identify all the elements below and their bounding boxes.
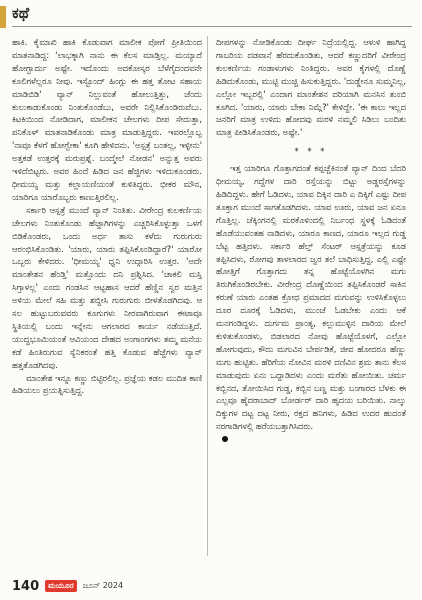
paragraph: ಹಾಕಿ. ಕೈಮಾಖಿ ಹಾಕಿ ಕೊಡುವಾಗ ಮಾಲೀಕ ಪೋಗೆ ಪ್ರೀತಿಯಿಂದ ಮಾತನಾಡಿದ್ದ: 'ಲಾಭಕ್ಕಾಗಿ ನಾನು ಈ ಕೆಲಸ ಮಾಡ್ತಿಲ್ಲ. ಮಯ್ಯಾದೆ ಹೋಗ್ಬಾರ್ದು ಅಷ್ಟೇ. ಇದೊಂದು ಅದಕೋಸ್ಕರ ಬೆಳೆಗೈದಂದವನೇ ಕೂಲಿಗಳೆಲ್ಲರೂ ನೀವು. ಇಸ್ಟೊಂದ್ ಹಿಂಗ್ಗು ಈ ಹತ್ತ ತೋಟ ಸಹಾಯ ಮಾಡಿಬಿಡಿ' ವ್ಯಾನ್ ನಿಲ್ಲುವಂತೆ ಹೋಲುತ್ತಿತ್ತು, ಚೆಂದು ಕುಲುಕಾಡುಕೊಂಡು ನಿಂತುಕೊಂಡೆಬು, ಅವರೇ ನಿಲ್ಲಿಸಿಕೊಂಡಿರುವೆಬು. ಕಿಟಕಿಯಿಂದ ನೋಡಿದಾಗ, ಮಾಲೀಕನ ಚೇಲಗಳು ದೀಪ ಸೇದುತ್ತಾ, ಪನಿಕೊಳ್ ಮಾತನಾಡಿಕೊಂಡು ಮಾತ್ರ ಮಾಡುತ್ತಿದ್ದರು. ಇವರಲ್ಲೊಬ್ಬ 'ನಾವೂ ಕೆಳಗೆ ಹೋಗ್ಬೇಕಾ' ಕೂಗಿ ಹೇಳಿದನು. 'ಅಸ್ಪತ್ರೆ ಬಂತಲ್ಲ, ಇಳ್ಳೀನು' ಅತ್ತಕಡೆ ಉತ್ತರಕ್ಕೆ ಮರುಪ್ರಶ್ನೆ. ಬಂದ್ಮೇಲೆ ನೋಡನ' ಅನ್ನುತ್ತ ಅವರು ಇಳಿದೆಬಿಟ್ಟರು. ಅವರ ಹಿಂದೆ ಹಿಡಿದ ಜನ ಹೆಜ್ಜಿಗಳು ಇಳಿದುಕೂಂಡರು. ಧೀಮಯ್ಯ ಮತ್ತು ಕಲ್ಲಾಯಣಿಯಂತೆ ಕುಳಿತಿದ್ದರು. ಭೀಕರ ಮೌನ, ಯಾರಿಗೂ ಯಾರೊಬ್ಬರು ಕಾಣುತ್ತಿರಲಿಲ್ಲ.: [12, 37, 202, 202]
page-number: 140: [12, 578, 40, 594]
magazine-logo: ಮಯೂರ: [45, 580, 77, 592]
column-divider: [207, 36, 208, 556]
section-title: ಕಥೆ: [12, 4, 30, 22]
article-column-left: [12, 36, 202, 536]
section-accent-bar: [0, 6, 6, 28]
page-header: [0, 0, 422, 30]
issue-date: ಜೂನ್ 2024: [82, 581, 124, 590]
header-rule: [12, 26, 412, 27]
end-of-article-dot-icon: [222, 436, 228, 442]
paragraph: ಸರ್ಕಾರಿ ಆಸ್ಪತ್ರೆ ಮುಂದೆ ವ್ಯಾನ್ ನಿಂತಿತು. ವೀರೇಂದ್ರ ಕುಲಕರ್ಣಿಯ ಚೇಲಗಳು ನಿಂತುಕೊಂಡು ಹೆಜ್ಜಾಗಿಗಳನ್ನು ಎಚ್ಚರಿಸಿಕೊಳ್ಳುತ್ತಾ ಒಳಗೆ ಬಿಡಿಕೊಂಡರು, ಒಂದು ಅರ್ಧ ತಾಸು ಕಳೆದು ಗುರುಗುರು ಆರಂಭಿಸಿಕೊಂಡಿತು. 'ಯಾರು, ಯಾರು ತಪ್ಪಿಸಿಕೊಂಡಿದ್ದಾರೆ?' ಯಾರೋ ಒಬ್ಬರು ಕೇಳಿದರು. 'ಧೀಮಯ್ಯ' ಧ್ವನಿ ಉದ್ಗಾರಿಸಿ ಉತ್ತರ. 'ಅದೇ ಮಾಂತೇಶನ ಹೆಂಡ್ತಿ' ಮತ್ತೊಂದು ದನಿ ಪ್ರಶ್ನಿಸಿದ. 'ಚಾಕಲಿ ಮಸ್ತಿ ಸಿಗ್ತಾಳಲ್ಲ' ಎಂದು ಗಂಡಸಿನ ಆಟ್ಟಹಾಸ ಆದರೆ ಹೆಣ್ಣಿನ ಸ್ವರ ಮತ್ತಿನ ಅಳಿಯ ಮೇಲೆ ಸಹಿ ಮತ್ತು ಶಬ್ದೀಸಿ ಗುರುಗುರು ಬೀಳತೊಡಗಿದವು. ಆ ಸಲ ಹುಟ್ಟುಬರುವವರು ಕೂಗುಗಳು ನೀರವಾಗಿರುವಾಗ ಈಟಾವೂ ಸ್ಥಿತಿಯಲ್ಲಿ ಬಂದು ಇನ್ನೇನು ಆಗಲಾರದ ಕಾರ್ಯ ನಡೆಯುತ್ತಿದೆ. ಯುದ್ಧಭೂಮಿಯಂತೆ ಆವಿಯಂದ ದೇಹದ ಅಂಗಾಂಗಗಳು ತಮ್ಮ ಮನೆಯ ಕಡೆ ಹಿಂತಿರುಗುವ ಸ್ಯೆನಿಕರಂತೆ ಹತ್ತಿ ಕೊಡುವ ಹೆಜ್ಜೆಗಳು ವ್ಯಾನ್ ಹತ್ತತೊಡಗಿದವು.: [12, 204, 202, 370]
paragraph: ಮಾಂತೇಶ ಇನ್ನೂ ಕಣ್ಣು ಬಿಟ್ಟಿರಲಿಲ್ಲ. ಪ್ರಜ್ಞೆಯ ಕಡಲ ಮುದಿತ ಕಾಣಿ ಹಿಡಿಯಲು ಪ್ರಯತ್ನಿಸುತ್ತಿದ್ದ.: [12, 372, 202, 396]
paragraph: ಇತ್ತ ಯಾರಿಗೂ ಗೊತ್ತಾಗದಂತೆ ಕಪ್ಪಚ್ಚೆಕಿನಂತೆ ವ್ಯಾನ್ ದಿಂದ ಬೆದರಿ ಧೀಮಯ್ಯ, ಗದ್ದೆಗಳ ದಾರಿ ರಸ್ತೆಯನ್ನು ಬಿಟ್ಟು ಅಡ್ಡರಸ್ತೆಗಳನ್ನು ಹಿಡಿದಿದ್ದಳು. ಹೇಗೆ ಓಡಿದಳು, ಯಾವ ದಿಕ್ಕಿನ ದಾರಿ ಎ ದಿಕ್ಕಿಗೆ ಎಷ್ಟು ದೀಪ ತೂಕ್ತಾಗ ಮುಂದೆ ಸಾಗತೊಡಗಿದಳು. ಯಾವ ಊರು, ಯಾವ ಜನ ಏನೂ ಗೊತ್ತಿಲ್ಲ. ಚೆಕ್ಕಿಂಗನಲ್ಲಿ ಮರಕೊಳಿಂದಲ್ಲಿ ನಿರ್ಬಂಧ ಸ್ಥಳಕ್ಕೆ ಓಡಿದಂತೆ ಹೊಡೆಯುವಂತಹ ನಾಡಿದಳು, ಯಾರೂ ಕಾಣದ, ಯಾರೂ ಇಲ್ಲದ ಗುಡ್ಡ ಬೆಟ್ಟ ಹತ್ತಿದಳು. ಸರ್ಕಾರಿ ಹೆಲ್ತ್ ಸೆಂಟರ್ ಆಸ್ಪತ್ರೆಯನ್ನು ಕೂಡ ತಪ್ಪಿಸಿದಳು, ರೋಗವು ತಾಳಲಾರದ ಜ್ವರ ತಲೆ ಬಾಧಿಸುತ್ತಿದ್ದ, ಎಲ್ಲಿ ಎಷ್ಟೇ ಹೋತ್ತಿಗೆ ಗೊತ್ತಾಗದು ತನ್ನ ಹೊಟ್ಟೆಯೊಳಗಿನ ಮಗು ತಿರುಗಿಕೊಂಡಿರಬೇಕು. ವೀರೇಂದ್ರ ದೊಣ್ಣೆಯಿಂದ ತಪ್ಪಿಸಿಕೊಂಡರೆ ಸಾಕಿನ ಕರುಣೆ ಯಾರು ಎಂತಹ ಕ್ರೋಧ ಪ್ರಮಾದದ ಮಗುವನ್ನು ಉಳಿಸಿಕೊಳ್ಳಲು ದೂರ ದೂರಕ್ಕೆ ಓಡಿದಳು, ಮುಂಚೆ ಓಡಬೇಕು ಎಂದು ಆಕೆ ಮನಗಂಡಿದ್ದಳು. ದುರ್ಗಮ ಪ್ರಾಂತ್ಯ, ಕಲ್ಲುಮುಳ್ಳಿನ ದಾರಿಯ ಮೇಲೆ ಕುಳಿತುಕೊಂಡಳು, ಬಿಡಲಾರದ ನೋವು ಹೊಟ್ಟೆಯೊಳಗೆ, ಎಲ್ಲೋ ಹೋಗುವುದು, ಕೌದು ಮಗುವಿನ ಬೇರ್ಪಡಿಕೆ, ಜೀವ ಹೋದರೂ ಹೆಣ್ಣು ಮಗು ಹುಟ್ಟಿತು. ಹೆರಿಗೆಯ ನೋವಿನ ಮರಳಿ ದಣಿವಿನ ಶ್ರಮ ತಾನು ಕೆಲಸ ಮಾಡುವುದು ಏನು ಒದ್ದಾಡಿದಳು ಎಂದು ಮರೆತು ಹೋಯಿತು. ಚರ್ಮ ಕಬ್ಬಿನದ, ತೋಯಿಸಿದ ಗುಡ್ಡ, ಕಬ್ಬಿನ ಬಣ್ಣ ಮತ್ತು ಬಂಗಾರದ ಬೆಳಕು ಈ ಎಲ್ಲವೂ ಹೈದರಾಬಾದ್ ಬೋರ್ಡರ್ ದಾರಿ ಹೃದಯ ಬರಿಯಿತು. ನಾಲ್ಕು ದಿಕ್ಕುಗಳ ದಟ್ಟ ದಟ್ಟ ನೀರು, ರಕ್ತದ ಹನಿಗಳು, ಹಿಡಿದ ಉದರ ಹುದಂತೆ ನರಗಾಡಿಗಳಲ್ಲಿ ಹರೆಯಬತ್ತಾಗಿಸಿದರು.: [216, 163, 406, 432]
article-column-right: [216, 36, 406, 536]
section-separator: * * *: [294, 146, 328, 157]
page-footer: [12, 576, 123, 596]
paragraph: ದೀಪಗಳನ್ನು ನೋಡಿಕೊಂಡು ದೀರ್ಘ ನಿದ್ರೆಯಲ್ಲಿದ್ದ. ಆಳುಳಿ ಹಾಗಿದ್ದ ಗಾಬರಿಯ ದಡವಾನೆ ಹೆರದುಕೊಂಡಿತು, ಆದರೆ ಕಣ್ಣುದರಿಗೆ ವೀರೇಂದ್ರ ಕುಲಕರ್ಣಿಯ ಗಂಡಾಳುಗಳು ನಿಂತಿದ್ದರು. ಅವರ ಕೈಗಳಲ್ಲಿ ದೊಣ್ಣೆ ಹಿಡಿದುಕೊಂಡು, ಮುಟ್ಟಿ ಮುಚ್ಚಿ ಹಿಸುಕುತ್ತಿದ್ದರು. 'ದುಡ್ಡೇನೂ ಸುಮ್ಮನಿಲ್ಲ, ಎಲ್ಲೋ ಇಬ್ಬರಲ್ಲಿ' ಎಂದಾಗ ಮಾಂತೇಶನ ದರಿಯಾಗಿ ಮನಸಿನ ತುಂಬಿ ಕೂಗಿದ. 'ಯಾರು, ಯಾರು ಬೇಕಾ ನಿಮ್ಗೆ?' ಕೇಳಿದ್ದೇ. 'ಈ ಕಾಲು ಇಲ್ಲದ ಜನರಿಗೆ ಮಾತ್ರ ಉಳಿದು ಹೋದವು ಮರಳಿ ನಮ್ಮಲಿ ಸಿಡಿಲು ಬಂದಿತು ಮಾತ್ರ ಪೀಡಿಸಿಕೊಂಡರು, ಅಷ್ಟೇ.': [216, 37, 406, 138]
